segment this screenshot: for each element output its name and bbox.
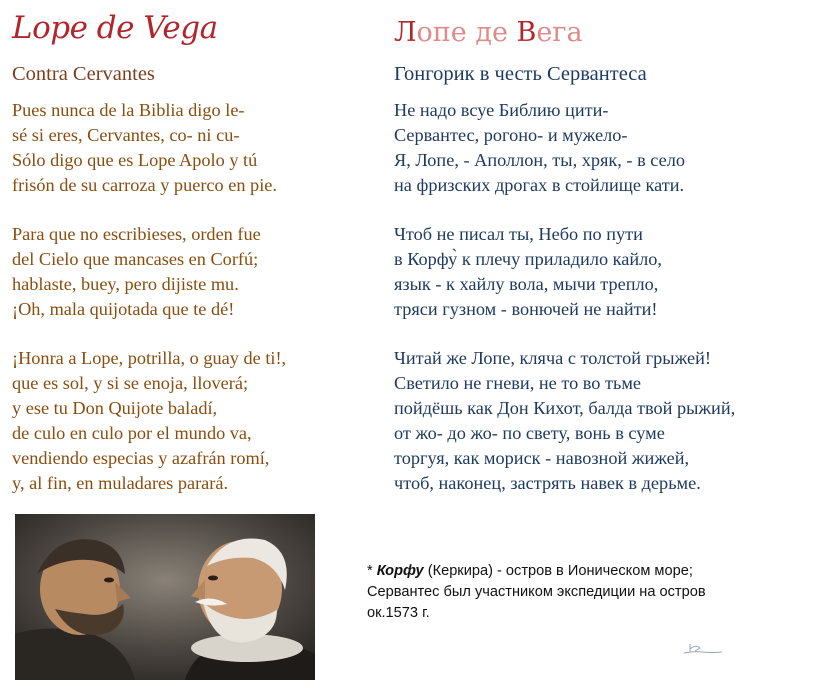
poem-line: чтоб, наконец, застрять навек в дерьме.: [394, 473, 701, 493]
poem-line: del Cielo que mancases en Corfú;: [12, 249, 259, 269]
poem-line: vendiendo especias y azafrán romí,: [12, 448, 270, 468]
poem-line: que es sol, y si se enoja, lloverá;: [12, 373, 249, 393]
footnote-term: Корфу: [376, 563, 424, 579]
portrait-illustration: [15, 514, 315, 680]
signature-mark: [682, 640, 724, 658]
footnote-line-1: [367, 561, 787, 582]
russian-poem: [394, 98, 822, 496]
poem-line: de culo en culo por el mundo va,: [12, 423, 252, 443]
spanish-stanza-2: [12, 222, 392, 322]
footnote: [367, 561, 787, 624]
footnote-line-2: Сервантес был участником экспедиции на остров: [367, 584, 706, 600]
poem-line: hablaste, buey, pero dijiste mu.: [12, 274, 239, 294]
spanish-column: [12, 6, 392, 520]
poem-line: Сервантес, рогоно- и мужело-: [394, 125, 628, 145]
russian-subtitle: Гонгорик в честь Сервантеса: [394, 63, 647, 85]
spanish-poem: [12, 98, 392, 496]
russian-column: [394, 6, 822, 520]
poem-line: язык - к хайлу вола, мычи трепло,: [394, 274, 659, 294]
title-part: опе де: [416, 17, 517, 48]
spanish-stanza-3: [12, 346, 392, 496]
poem-line: на фризских дрогах в стойлище кати.: [394, 175, 685, 195]
poem-line: Sólo digo que es Lope Apolo y tú: [12, 150, 258, 170]
poem-line: y ese tu Don Quijote baladí,: [12, 398, 218, 418]
spanish-author-title: Lope de Vega: [12, 10, 218, 46]
footnote-text: (Керкира) - остров в Ионическом море;: [423, 563, 693, 579]
title-initial: В: [516, 17, 537, 48]
poem-line: frisón de su carroza y puerco en pie.: [12, 175, 277, 195]
russian-stanza-2: [394, 222, 822, 322]
poem-line: sé si eres, Cervantes, co- ni cu-: [12, 125, 240, 145]
poem-line: Я, Лопе, - Аполлон, ты, хряк, - в село: [394, 150, 686, 170]
poem-line: Не надо всуе Библию цити-: [394, 100, 609, 120]
spanish-subtitle: Contra Cervantes: [12, 63, 155, 85]
footnote-line-3: ок.1573 г.: [367, 605, 430, 621]
poem-line: от жо- до жо- по свету, вонь в суме: [394, 423, 665, 443]
poem-line: пойдёшь как Дон Кихот, балда твой рыжий,: [394, 398, 736, 418]
poem-line: Pues nunca de la Biblia digo le-: [12, 100, 245, 120]
footnote-marker: *: [367, 563, 377, 579]
poem-line: ¡Oh, mala quijotada que te dé!: [12, 299, 235, 319]
poem-line: тряси гузном - вонючей не найти!: [394, 299, 658, 319]
poem-line: Чтоб не писал ты, Небо по пути: [394, 224, 643, 244]
poem-line: y, al fin, en muladares parará.: [12, 473, 229, 493]
russian-stanza-1: [394, 98, 822, 198]
russian-stanza-3: [394, 346, 822, 496]
russian-author-title: [394, 6, 822, 54]
poem-line: ¡Honra a Lope, potrilla, o guay de ti!,: [12, 348, 287, 368]
title-part: ега: [536, 17, 583, 48]
poem-line: торгуя, как мориск - навозной жижей,: [394, 448, 690, 468]
poem-line: Para que no escribieses, orden fue: [12, 224, 261, 244]
poem-line: Светило не гневи, не то во тьме: [394, 373, 642, 393]
title-initial: Л: [394, 17, 417, 48]
spanish-stanza-1: [12, 98, 392, 198]
poem-line: в Корфу̀ к плечу приладило кайло,: [394, 249, 662, 269]
poem-line: Читай же Лопе, кляча с толстой грыжей!: [394, 348, 711, 368]
